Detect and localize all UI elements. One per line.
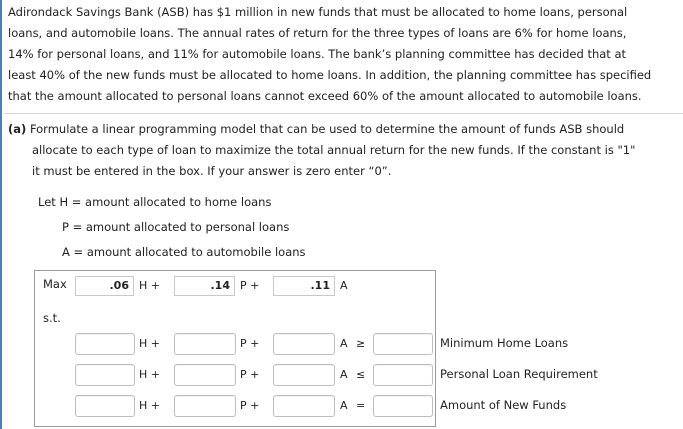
lp-model-table	[34, 270, 436, 427]
variable-definitions	[38, 190, 306, 265]
st-label: s.t.	[43, 311, 61, 325]
objective-h-var: H +	[139, 279, 160, 292]
c1-a-var: A	[340, 337, 348, 350]
c2-rhs-input[interactable]	[373, 364, 433, 386]
problem-statement	[8, 2, 680, 107]
part-a-label: (a)	[8, 122, 27, 136]
c2-h-input[interactable]	[75, 364, 135, 386]
definition-a: A = amount allocated to automobile loans	[62, 245, 306, 259]
part-a-line: Formulate a linear programming model that can be used to determine the amount of funds ASB should	[29, 122, 625, 136]
c3-h-input[interactable]	[75, 395, 135, 417]
c2-relation: ≤	[356, 368, 366, 381]
problem-line: that the amount allocated to personal loans cannot exceed 60% of the amount allocated to automobile loans.	[8, 89, 642, 103]
c2-p-var: P +	[240, 368, 260, 381]
constraint-name-2: Personal Loan Requirement	[440, 367, 598, 381]
c2-a-input[interactable]	[273, 364, 335, 386]
problem-line: loans, and automobile loans. The annual rates of return for the three types of loans are 6% for home loans,	[8, 26, 627, 40]
part-a-line: it must be entered in the box. If your answer is zero enter “0”.	[32, 164, 392, 178]
c1-a-input[interactable]	[273, 333, 335, 355]
objective-p-var: P +	[240, 279, 260, 292]
max-label: Max	[43, 277, 67, 291]
c1-p-var: P +	[240, 337, 260, 350]
part-a-line: allocate to each type of loan to maximize the total annual return for the new funds. If the constant is "1"	[32, 143, 636, 157]
constraint-name-3: Amount of New Funds	[440, 398, 567, 412]
section-divider	[4, 113, 683, 114]
constraint-name-1: Minimum Home Loans	[440, 336, 569, 350]
objective-h-coefficient[interactable]: .06	[75, 276, 134, 296]
c1-h-input[interactable]	[75, 333, 135, 355]
c3-h-var: H +	[139, 399, 160, 412]
c3-p-input[interactable]	[174, 395, 236, 417]
c1-h-var: H +	[139, 337, 160, 350]
c3-rhs-input[interactable]	[373, 395, 433, 417]
c2-a-var: A	[340, 368, 348, 381]
c1-relation: ≥	[356, 337, 366, 350]
c2-p-input[interactable]	[174, 364, 236, 386]
c3-a-input[interactable]	[273, 395, 335, 417]
definition-h: Let H = amount allocated to home loans	[38, 195, 272, 209]
left-accent-bar	[0, 0, 2, 429]
c1-rhs-input[interactable]	[373, 333, 433, 355]
objective-p-coefficient[interactable]: .14	[174, 276, 235, 296]
problem-line: Adirondack Savings Bank (ASB) has $1 million in new funds that must be allocated to home loans, personal	[8, 5, 628, 19]
problem-line: least 40% of the new funds must be allocated to home loans. In addition, the planning committee has specified	[8, 68, 652, 82]
part-a-instructions	[8, 119, 680, 182]
objective-a-coefficient[interactable]: .11	[273, 276, 335, 296]
objective-a-var: A	[340, 279, 348, 292]
c2-h-var: H +	[139, 368, 160, 381]
c3-p-var: P +	[240, 399, 260, 412]
definition-p: P = amount allocated to personal loans	[62, 220, 290, 234]
c3-a-var: A	[340, 399, 348, 412]
problem-line: 14% for personal loans, and 11% for automobile loans. The bank’s planning committee has decided that at	[8, 47, 627, 61]
c1-p-input[interactable]	[174, 333, 236, 355]
c3-relation: =	[356, 399, 366, 412]
